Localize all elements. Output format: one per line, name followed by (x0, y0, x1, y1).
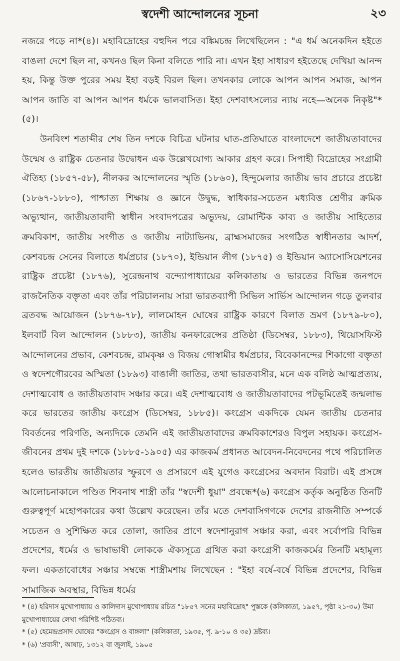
body-text (22, 32, 382, 600)
footnotes (22, 601, 382, 651)
footnote: * (৪) হরিদাস মুখোপাধ্যায় ও কালিদাস মুখোপাধ্যায় রচিত "১৮৫৭ সনের মহাবিদ্রোহ" পুস্তকে (কলিকাতা, ১৯৫৭, পৃষ্ঠা ২১-৩০) উমা মুখোপাধ্যায়ের লেখা পরিশিষ্ট পঠিতব্য। (22, 603, 374, 624)
page-header (0, 4, 400, 26)
page-number: ২৩ (370, 6, 386, 20)
footnote: * (৬) 'প্রবাসী', আষাঢ়, ১৩১২ বা জুলাই, ১৯০৫ (22, 640, 153, 649)
running-title: স্বদেশী আন্দোলনের সূচনা (141, 7, 259, 21)
paragraph: নজরে পড়ে না*(৪)। মহাবিদ্রোহের বহুদিন পরে বঙ্কিমচন্দ্র লিখেছিলেন : "এ ধর্ম অনেকদিন হইতে বাঙলা দেশে ছিল না, কখনও ছিল কিনা বলিতে পারি না। এখন ইহা সাধারণ হইতেছে দেখিয়া আনন্দ হয়, কিন্তু উক্ত পুরের সময় ইহা বড়ই বিরল ছিল। তখনকার লোকে আপন আপন সমাজ, আপন আপন জাতি বা আপন আপন ধর্মকে ভালবাসিত। ইহা দেশবাৎসল্যের ন্যায় নহে—অনেক নিকৃষ্ট"*(৫)। (22, 36, 382, 126)
footnote: * (৫) হেমেন্দ্রপ্রসাদ ঘোষের "কংগ্রেস ও বাঙ্গলা" (কলিকাতা, ১৯৩৫, পৃ. ৯-১০ ও ৩৫) দ্রষ্টব্য। (22, 628, 271, 636)
paragraph: উনবিংশ শতাব্দীর শেষ তিন দশকে বিচিত্র ঘটনার ঘাত-প্রতিঘাতে বাংলাদেশে জাতীয়তাবাদের উন্মেষ ও রাষ্ট্রিক চেতনার উদ্বোধন এক উল্লেখযোগ্য আকার গ্রহণ করে। সিপাহী বিদ্রোহের সংগ্রামী ঐতিহ্য (১৮৫৭-৫৮), নীলকর আন্দোলনের স্মৃতি (১৮৬০), হিন্দুমেলার জাতীয় ভাব প্রচারে প্রচেষ্টা (১৮৬৭-১৮৮০), পাশ্চাত্য শিক্ষায় ও জ্ঞানে উদ্বুদ্ধ, স্বাধিকার-সচেতন মধ্যবিত্ত শ্রেণীর ক্রমিক অভ্যুত্থান, জাতীয়তাবাদী স্বাধীন সংবাদপত্রের অভ্যুদয়, রোমান্টিক কাব্য ও জাতীয় সাহিত্যের ক্রমবিকাশ, জাতীয় সংগীত ও জাতীয় নাট্যাভিনয়, ব্রাহ্মসমাজের সংগঠিত স্বাধীনতার আদর্শ, কেশবচন্দ্র সেনের বিলাতে ধর্মপ্রচার (১৮৭০), ইন্ডিয়ান লীগ (১৮৭৫) ও ইন্ডিয়ান অ্যাসোসিয়েশনের রাষ্ট্রিক প্রচেষ্টা (১৮৭৬), সুরেন্দ্রনাথ বন্দ্যোপাধ্যায়ের কলিকাতায় ও ভারতের বিভিন্ন জনপদে রাজনৈতিক বক্তৃতা এবং তাঁর পরিচালনায় সারা ভারতব্যাপী সিভিল সার্ভিস আন্দোলন গড়ে তুলবার ব্রতবদ্ধ আয়োজন (১৮৭৬-৭৮), লালমোহন ঘোষের রাষ্ট্রিক কারণে বিলাত ভ্রমণ (১৮৭৯-৮০), ইলবার্ট বিল আন্দোলন (১৮৮৩), জাতীয় কনফারেন্সের প্রতিষ্ঠা (ডিসেম্বর, ১৮৮৩), থিয়োসফিস্ট আন্দোলনের প্রভাব, কেশবচন্দ্র, রামকৃষ্ণ ও বিজয় গোস্বামীর ধর্মপ্রচার, বিবেকানন্দের শিকাগো বক্তৃতা ও স্বদেশগৌরবের অস্মিতা (১৮৯৩) বাঙালী জাতির, তথা ভারতবাসীর, মনে এক বলিষ্ঠ আত্মপ্রত্যয়, দেশাত্মবোধ ও জাতীয়তাবাদ সঞ্চার করে। এই দেশাত্মবোধ ও জাতীয়তাবাদের পটভূমিতেই জন্মলাভ করে ভারতের জাতীয় কংগ্রেস (ডিসেম্বর, ১৮৮৫)। কংগ্রেস একদিকে যেমন জাতীয় চেতনার বিবর্তনের পরিণতি, অন্যদিকে তেমনি এই জাতীয়তাবাদের ক্রমবিকাশেরও বিপুল সহায়ক। কংগ্রেস-জীবনের প্রথম দুই দশকে (১৮৮৫-১৯০৫) এর কাজকর্ম প্রধানত আবেদন-নিবেদনের পথে পরিচালিত হলেও ভারতীয় জাতীয়তার স্ফুরণে ও প্রসারণে এই যুগেও কংগ্রেসের অবদান বিরাট। এই প্রসঙ্গে আলোচনাকালে পণ্ডিত শিবনাথ শাস্ত্রী তাঁর "স্বদেশী ধুয়া" প্রবন্ধে*(৬) কংগ্রেস কর্তৃক অনুষ্ঠিত তিনটি গুরুত্বপূর্ণ মহোপকারের কথা উল্লেখ করেছেন। তাঁর মতে দেশবাসিগণকে দেশের রাজনীতি সম্পর্কে সচেতন ও সুশিক্ষিত করে তোলা, জাতির প্রাণে স্বদেশানুরাগ সঞ্চার করা, এবং সর্বোপরি বিভিন্ন প্রদেশের, ধর্মের ও ভাষাভাষী লোককে ঐক্যসূত্রে গ্রথিত করা কংগ্রেসী কাজকর্মের তিনটি মহামূল্য ফল। একতাবোধের সঞ্চার সম্বন্ধে শাস্ত্রীমশায় লিখেছেন : "ইহা বর্ষে-বর্ষে বিভিন্ন প্রদেশের, বিভিন্ন সামাজিক অবস্থার, বিভিন্ন ধর্মের (22, 133, 382, 596)
footnote-divider (22, 597, 94, 598)
